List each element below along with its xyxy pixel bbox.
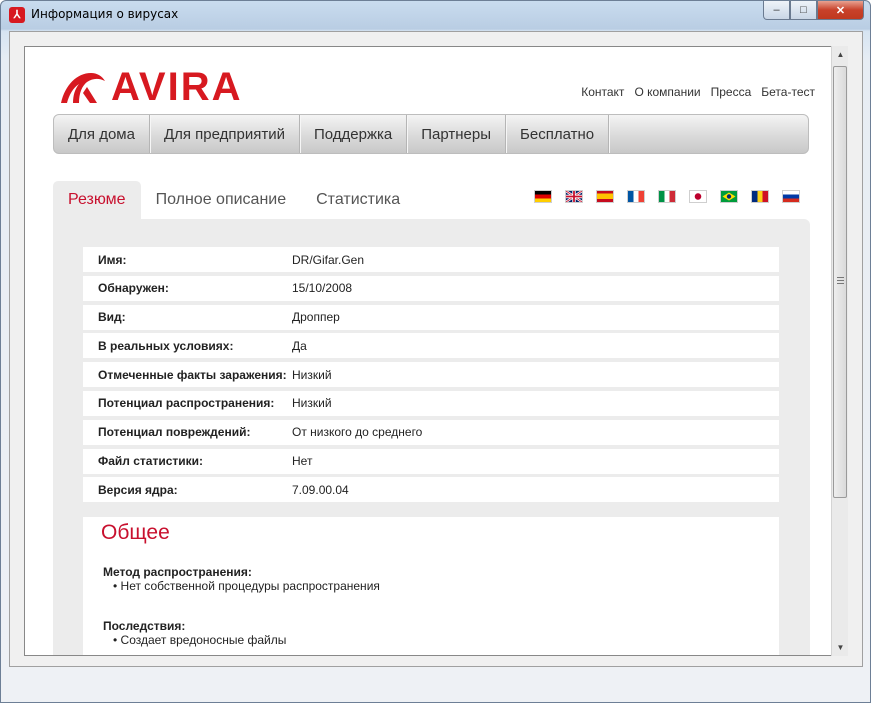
flag-de-icon[interactable]	[535, 191, 551, 202]
spread-method-item: • Нет собственной процедуры распространения	[113, 579, 380, 593]
web-viewport	[24, 46, 846, 656]
nav-business[interactable]: Для предприятий	[150, 115, 300, 153]
virus-info-table	[83, 247, 779, 506]
tab-full-description[interactable]: Полное описание	[155, 191, 287, 208]
table-row	[83, 333, 779, 358]
row-label: Вид:	[98, 310, 126, 325]
row-value: 15/10/2008	[292, 281, 353, 296]
nav-free[interactable]: Бесплатно	[506, 115, 609, 153]
flag-fr-icon[interactable]	[628, 191, 644, 202]
flag-br-icon[interactable]	[721, 191, 737, 202]
nav-partners[interactable]: Партнеры	[407, 115, 506, 153]
table-row	[83, 420, 779, 445]
vertical-scrollbar[interactable]	[831, 46, 848, 656]
tab-statistics[interactable]: Статистика	[316, 191, 401, 208]
row-value: Низкий	[292, 396, 332, 411]
table-row	[83, 276, 779, 301]
avira-logo[interactable]	[57, 67, 242, 107]
main-nav	[53, 114, 809, 154]
row-value: DR/Gifar.Gen	[292, 252, 365, 267]
minimize-button[interactable]: –	[763, 1, 790, 20]
link-press[interactable]: Пресса	[710, 85, 752, 99]
row-label: Версия ядра:	[98, 482, 178, 497]
flag-es-icon[interactable]	[597, 191, 613, 202]
grip-icon	[837, 277, 844, 284]
top-links	[581, 85, 815, 99]
nav-home[interactable]: Для дома	[54, 115, 150, 153]
row-label: Потенциал распространения:	[98, 396, 275, 411]
row-value: Да	[292, 338, 307, 353]
avira-umbrella-icon	[57, 67, 109, 107]
general-section	[83, 517, 779, 656]
scrollbar-thumb[interactable]	[833, 66, 847, 498]
row-label: Обнаружен:	[98, 281, 169, 296]
link-beta[interactable]: Бета-тест	[761, 85, 815, 99]
effects-item: • Создает вредоносные файлы	[113, 633, 287, 647]
logo-wordmark: AVIRA	[111, 65, 243, 109]
maximize-button[interactable]: □	[790, 1, 817, 20]
row-label: Файл статистики:	[98, 454, 204, 469]
row-label: Потенциал повреждений:	[98, 425, 251, 440]
row-value: Дроппер	[292, 310, 340, 325]
window-controls	[763, 1, 864, 21]
table-row	[83, 391, 779, 416]
row-label: Отмеченные факты заражения:	[98, 367, 287, 382]
table-row	[83, 305, 779, 330]
close-button[interactable]: ✕	[817, 1, 864, 20]
tab-bar	[53, 181, 415, 219]
flag-ro-icon[interactable]	[752, 191, 768, 202]
effects-title: Последствия:	[103, 619, 186, 633]
scroll-down-icon[interactable]: ▼	[836, 643, 845, 652]
nav-support[interactable]: Поддержка	[300, 115, 407, 153]
row-value: Низкий	[292, 367, 332, 382]
row-value: Нет	[292, 454, 313, 469]
row-label: Имя:	[98, 252, 127, 267]
flag-ru-icon[interactable]	[783, 191, 799, 202]
scroll-up-icon[interactable]: ▲	[836, 50, 845, 59]
general-heading: Общее	[101, 521, 170, 544]
client-area	[9, 31, 863, 667]
flag-jp-icon[interactable]	[690, 191, 706, 202]
flag-gb-icon[interactable]	[566, 191, 582, 202]
tab-summary[interactable]: Резюме	[53, 181, 141, 219]
row-value: От низкого до среднего	[292, 425, 423, 440]
flag-it-icon[interactable]	[659, 191, 675, 202]
link-contact[interactable]: Контакт	[581, 85, 625, 99]
link-about[interactable]: О компании	[634, 85, 701, 99]
table-row	[83, 362, 779, 387]
row-value: 7.09.00.04	[292, 482, 349, 497]
avira-app-icon: ⅄	[9, 7, 25, 23]
window-title: Информация о вирусах	[31, 7, 179, 21]
spread-method-title: Метод распространения:	[103, 565, 252, 579]
language-flags	[535, 191, 799, 202]
row-label: В реальных условиях:	[98, 338, 234, 353]
table-row	[83, 247, 779, 272]
table-row	[83, 477, 779, 502]
title-bar[interactable]	[1, 1, 870, 29]
table-row	[83, 449, 779, 474]
